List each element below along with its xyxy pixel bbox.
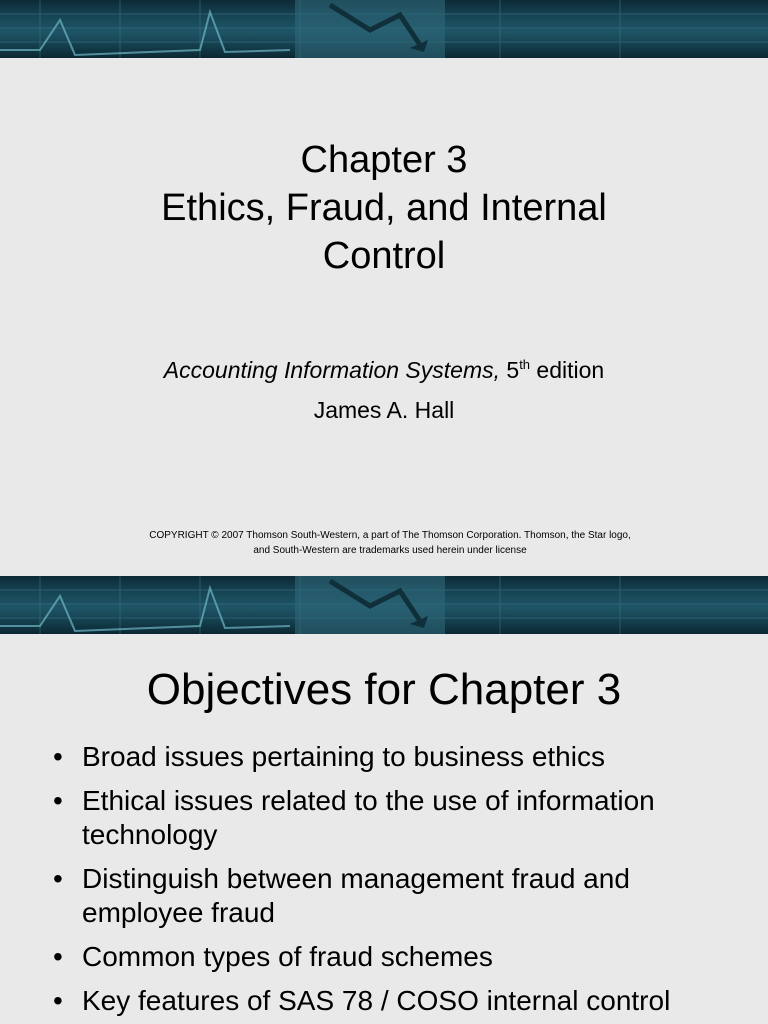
list-item: • Ethical issues related to the use of information technology — [53, 785, 655, 850]
bullet-icon: • — [53, 741, 63, 772]
copyright-line-1: COPYRIGHT © 2007 Thomson South-Western, a part of The Thomson Corporation. Thomson, the Star logo, — [149, 530, 631, 541]
copyright-notice — [100, 528, 680, 558]
banner-graphic — [0, 576, 768, 634]
objectives-slide — [0, 634, 768, 1024]
copyright-line-2: and South-Western are trademarks used herein under license — [253, 545, 527, 556]
book-title: Accounting Information Systems, — [163, 357, 500, 383]
bullet-icon: • — [53, 785, 63, 816]
title-line-1: Chapter 3 — [300, 139, 468, 181]
title-slide — [0, 58, 768, 576]
objectives-title: Objectives for Chapter 3 — [146, 665, 622, 714]
list-item: • Broad issues pertaining to business ethics — [53, 741, 605, 772]
edition-number: 5 — [506, 357, 520, 383]
slide-title — [0, 136, 768, 280]
list-item: • Distinguish between management fraud and employee fraud — [53, 863, 630, 928]
objectives-list — [0, 740, 768, 1024]
list-item: • Key features of SAS 78 / COSO internal control — [53, 985, 671, 1016]
author-name: James A. Hall — [313, 397, 455, 423]
book-subtitle — [0, 355, 768, 385]
title-line-2: Ethics, Fraud, and Internal — [161, 187, 607, 229]
bullet-icon: • — [53, 941, 63, 972]
header-banner — [0, 0, 768, 58]
list-item: • Common types of fraud schemes — [53, 941, 493, 972]
edition-suffix: th — [519, 357, 531, 372]
title-line-3: Control — [322, 235, 446, 277]
bullet-icon: • — [53, 985, 63, 1016]
divider-banner — [0, 576, 768, 634]
banner-graphic — [0, 0, 768, 58]
bullet-icon: • — [53, 863, 63, 894]
edition-word: edition — [536, 357, 605, 383]
